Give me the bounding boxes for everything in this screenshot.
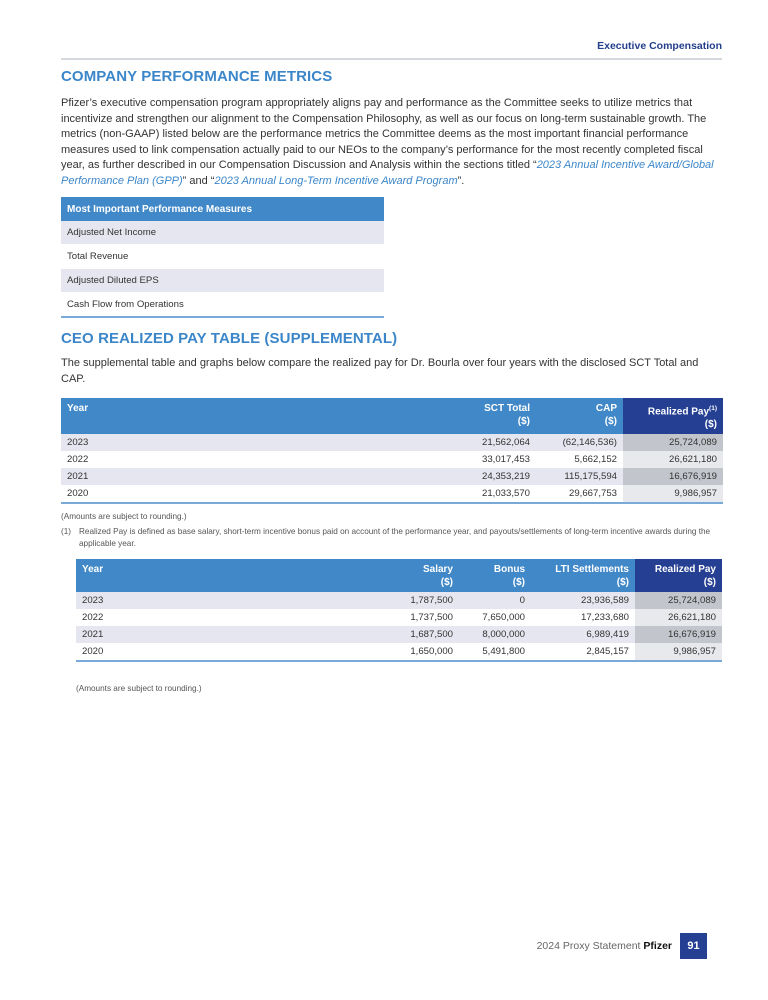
footnote	[61, 526, 721, 550]
table-row	[76, 609, 722, 626]
header-label: Realized Pay	[647, 406, 710, 418]
header-label: SCT Total	[484, 403, 530, 414]
cell-realized-pay: 26,621,180	[635, 609, 722, 626]
page-number: 91	[680, 933, 707, 959]
page-header	[61, 38, 722, 60]
cell-sct-total: 24,353,219	[444, 468, 536, 485]
cell-salary: 1,650,000	[377, 643, 459, 661]
table-row	[61, 434, 723, 451]
cell-realized-pay: 16,676,919	[623, 468, 723, 485]
cell-sct-total: 21,033,570	[444, 485, 536, 503]
col-header-bonus	[459, 559, 531, 592]
cell-year: 2021	[76, 626, 377, 643]
footnote-ref: (1)	[709, 405, 717, 412]
footer-brand: Pfizer	[643, 940, 672, 952]
rounding-note: (Amounts are subject to rounding.)	[61, 512, 187, 521]
measure-item: Cash Flow from Operations	[61, 293, 384, 318]
table-row	[61, 485, 723, 503]
table-row	[61, 468, 723, 485]
measure-item: Adjusted Diluted EPS	[61, 269, 384, 293]
table-row	[61, 451, 723, 468]
header-unit: ($)	[704, 419, 717, 431]
header-unit: ($)	[604, 416, 617, 427]
performance-metrics-paragraph	[61, 96, 723, 189]
realized-pay-table	[61, 398, 723, 504]
cell-sct-total: 21,562,064	[444, 434, 536, 451]
cell-cap: 115,175,594	[536, 468, 623, 485]
table-row	[76, 592, 722, 609]
cell-bonus: 5,491,800	[459, 643, 531, 661]
cell-realized-pay: 25,724,089	[623, 434, 723, 451]
performance-measures-table	[61, 197, 384, 318]
paragraph-connector: ” and “	[182, 174, 215, 187]
header-label: Year	[67, 403, 89, 414]
cell-year: 2020	[61, 485, 444, 503]
col-header-realized-pay	[635, 559, 722, 592]
header-unit: ($)	[440, 577, 453, 588]
header-label: Salary	[422, 564, 453, 575]
header-label: Year	[82, 564, 104, 575]
col-header-realized-pay	[623, 398, 723, 434]
cell-year: 2020	[76, 643, 377, 661]
realized-pay-breakdown-table	[76, 559, 722, 662]
col-header-year	[76, 559, 377, 592]
table-row	[76, 643, 722, 661]
cell-salary: 1,787,500	[377, 592, 459, 609]
header-label: LTI Settlements	[555, 564, 629, 575]
gpp-link[interactable]: 2023 Annual Incentive Award/Global Performance Plan (GPP)	[61, 159, 714, 187]
col-header-year	[61, 398, 444, 434]
cell-lti-settlements: 23,936,589	[531, 592, 635, 609]
performance-metrics-title: COMPANY PERFORMANCE METRICS	[61, 68, 333, 85]
cell-bonus: 8,000,000	[459, 626, 531, 643]
cell-realized-pay: 26,621,180	[623, 451, 723, 468]
cell-salary: 1,737,500	[410, 612, 453, 623]
cell-year: 2023	[76, 592, 377, 609]
paragraph-end: ”.	[457, 174, 465, 187]
lti-program-link[interactable]: 2023 Annual Long-Term Incentive Award Program	[214, 174, 458, 187]
ceo-pay-paragraph: The supplemental table and graphs below compare the realized pay for Dr. Bourla over four years with the disclosed SCT Total and CAP.	[61, 357, 699, 385]
footer-title	[537, 940, 672, 952]
rounding-note-2: (Amounts are subject to rounding.)	[76, 684, 202, 693]
col-header-lti-settlements	[531, 559, 635, 592]
cell-lti-settlements: 6,989,419	[531, 626, 635, 643]
cell-sct-total: 33,017,453	[481, 454, 530, 466]
cell-year: 2022	[82, 612, 104, 623]
cell-realized-pay: 25,724,089	[635, 592, 722, 609]
cell-bonus: 0	[459, 592, 531, 609]
footer-doc-title: 2024 Proxy Statement	[536, 940, 641, 952]
col-header-salary	[377, 559, 459, 592]
cell-realized-pay: 9,986,957	[635, 643, 722, 661]
section-label: Executive Compensation	[597, 40, 722, 52]
cell-year: 2022	[67, 454, 89, 466]
header-unit: ($)	[512, 577, 525, 588]
cell-bonus: 7,650,000	[482, 612, 525, 623]
measures-header: Most Important Performance Measures	[61, 197, 384, 221]
cell-lti-settlements: 17,233,680	[580, 612, 629, 623]
footnote-mark: (1)	[61, 527, 72, 536]
table-row	[76, 626, 722, 643]
measure-item: Total Revenue	[61, 245, 384, 269]
measure-item: Adjusted Net Income	[61, 221, 384, 245]
cell-realized-pay: 16,676,919	[635, 626, 722, 643]
cell-cap: 29,667,753	[536, 485, 623, 503]
cell-cap: 5,662,152	[574, 454, 617, 466]
cell-salary: 1,687,500	[377, 626, 459, 643]
footnote-text: Realized Pay is defined as base salary, short-term incentive bonus paid on account of the performance year, and payouts/settlements of long-term incentive awards during the applicable year.	[79, 527, 711, 548]
paragraph-text: Pfizer’s executive compensation program appropriately aligns pay and performance as the Committee seeks to utilize metrics that incentivize and strengthen our alignment to the Compensation Philosophy, as well as our focus on long-term sustainable growth. The metrics (non-GAAP) listed below are the performance metrics the Committee deems as the most important financial performance measures used to link compensation actually paid to our NEOs to the company’s performance for the most recently completed fiscal year, as further described in our Compensation Discussion and Analysis within the sections titled “	[61, 97, 707, 171]
header-label: Bonus	[493, 564, 525, 575]
cell-cap: (62,146,536)	[536, 434, 623, 451]
cell-realized-pay: 9,986,957	[623, 485, 723, 503]
col-header-sct-total	[444, 398, 536, 434]
header-label: CAP	[595, 403, 617, 414]
ceo-pay-title: CEO REALIZED PAY TABLE (SUPPLEMENTAL)	[61, 330, 398, 347]
header-unit: ($)	[517, 416, 530, 427]
header-unit: ($)	[703, 577, 716, 588]
header-unit: ($)	[616, 577, 629, 588]
header-label: Realized Pay	[654, 564, 716, 575]
cell-year: 2023	[61, 434, 444, 451]
col-header-cap	[536, 398, 623, 434]
cell-year: 2021	[61, 468, 444, 485]
cell-lti-settlements: 2,845,157	[531, 643, 635, 661]
